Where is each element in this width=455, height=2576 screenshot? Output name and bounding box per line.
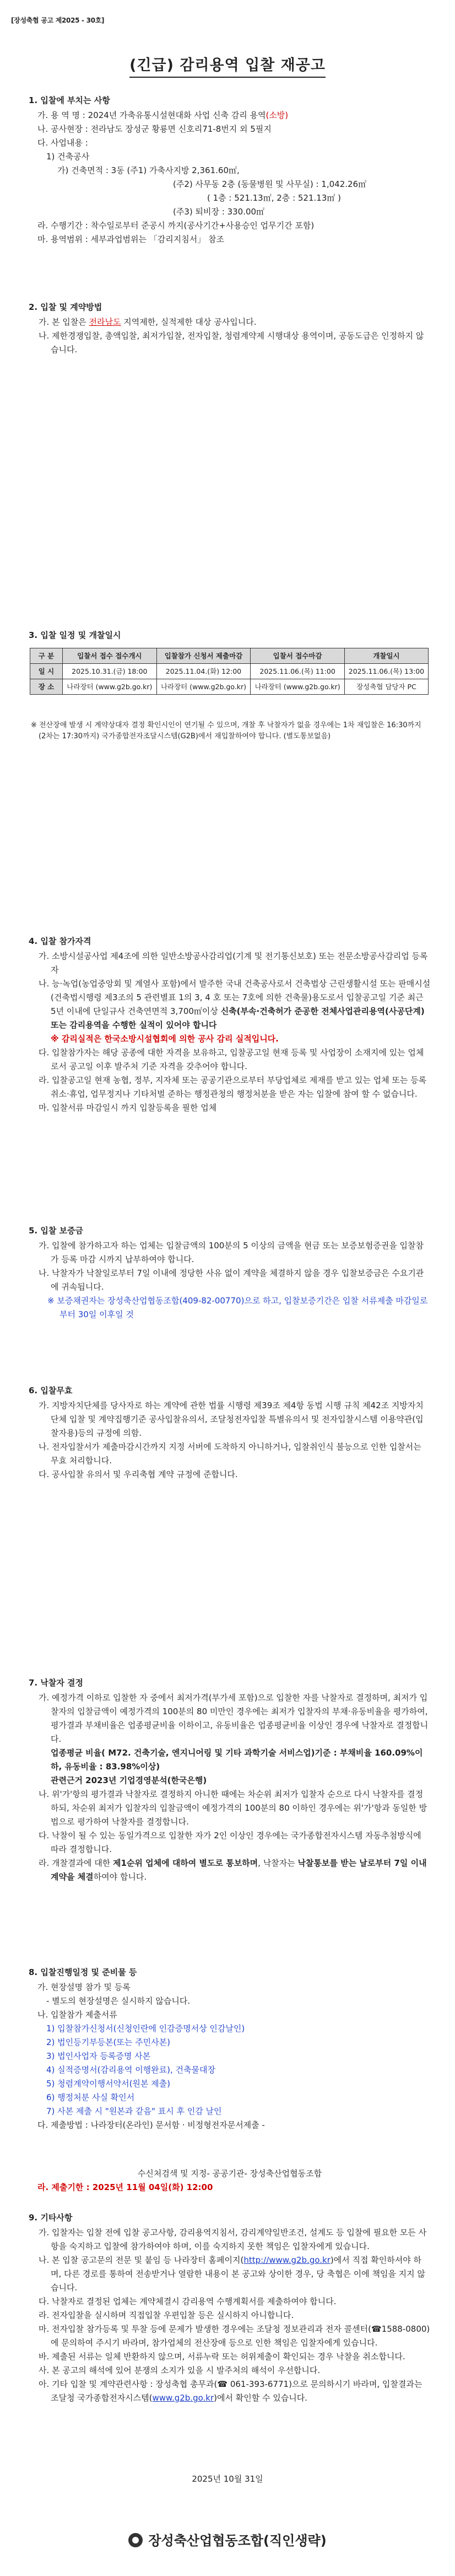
announcement-date: 2025년 10월 31일: [192, 2474, 263, 2484]
table-row: 장 소 나라장터 (www.g2b.go.kr) 나라장터 (www.g2b.go.kr) 나라장터 (www.g2b.go.kr) 장성축협 담당자 PC: [30, 679, 429, 695]
section-5: 5. 입찰 보증금 가. 입찰에 참가하고자 하는 업체는 입찰금액의 100분의 5 이상의 금액을 현금 또는 보증보험증권을 입찰참가 등록 마감 시까지 납부하여야 합니다. 나. 낙찰자가 낙찰일로부터 7일 이내에 정당한 사유 없이 계약을 체결하지 않을 경우 입찰보증금은 수요기관에 귀속됩니다. ※ 보증채권자는 장성축산업협동조합(409-82-00770)으로 하고, 입찰보증기간은 입찰 서류제출 마감일로부터 30일 이후일 것: [29, 1226, 428, 1319]
issuer-footer: 장성축산업협동조합(직인생략): [0, 2530, 455, 2549]
page-title: (긴급) 감리용역 입찰 재공고: [0, 53, 455, 78]
publication-number: [장성축협 공고 제2025 - 30호]: [11, 17, 105, 24]
section-9: 9. 기타사항 가. 입찰자는 입찰 전에 입찰 공고사항, 감리용역지침서, 감리계약일반조건, 설계도 등 입찰에 필요한 모든 사항을 숙지하고 입찰에 참가하여야 하며, 이를 숙지하지 못한 책임은 입찰자에게 있습니다. 나. 본 입찰 공고문의 전문 및 붙임 등 나라장터 홈페이지(http://www.g2b.go.kr)에서 직접 확인하셔야 하며, 다른 경로를 통하여 전송받거나 열람한 내용이 본 공고와 상이한 경우, 당 축협은 이에 책임을 지지 않습니다. 다. 낙찰자로 결정된 업체는 계약체결시 감리용역 수행계획서를 제출하여야 합니다. 라. 전자입찰을 실시하며 직접입찰 우편입찰 등은 실시하지 아니합니다. 마. 전자입찰 참가등록 및 투찰 등에 문제가 발생한 경우에는 조달청 정보관리과 전자 콜센터(☎1588-0800)에 문의하여 주시기 바라며, 참가업체의 전산장애 등으로 인한 책임은 입찰자에게 있습니다. 바. 제출된 서류는 일체 반환하지 않으며, 서류누락 또는 허위제출이 확인되는 경우 낙찰을 취소합니다. 사. 본 공고의 해석에 있어 분쟁의 소지가 있을 시 발주처의 해석이 우선합니다. 아. 기타 입찰 및 계약관련사항 : 장성축협 총무과(☎ 061-393-6771)으로 문의하시기 바라며, 입찰결과는 조달청 국가종합전자시스템(www.g2b.go.kr)에서 확인할 수 있습니다.: [29, 2213, 430, 2403]
section-6: 6. 입찰무효 가. 지방자치단체를 당사자로 하는 계약에 관한 법률 시행령 제39조 제4항 동법 시행 규칙 제42조 지방자치단체 입찰 및 계약집행기준 공사입찰유의서, 조달청전자입찰 특별유의서 및 전자입찰시스템 이용약관(입찰자용)등의 규정에 의함. 나. 전자입찰서가 제출마감시간까지 지정 서버에 도착하지 아니하거나, 입찰취인식 불능으로 인한 입찰서는 무효 처리합니다. 다. 공사입찰 유의서 및 우리축협 계약 규정에 준합니다.: [29, 1386, 424, 1479]
g2b-link-2[interactable]: www.g2b.go.kr: [152, 2393, 214, 2403]
section-8: 8. 입찰진행일정 및 준비물 등 가. 현장설명 참가 및 등록 - 별도의 현장설명은 실시하지 않습니다. 나. 입찰참가 제출서류 1) 입찰참가신청서(신청인란에 인감증명서상 인감날인) 2) 법인등기부등본(또는 주민사본) 3) 법인사업자 등록증명 사본 4) 실적증명서(감리용역 이행완료), 건축물대장 5) 청렴계약이행서약서(원본 제출) 6) 행정처분 사실 확인서 7) 사본 제출 시 "원본과 같음" 표시 후 인감 날인 다. 제출방법 : 나라장터(온라인) 문서함 · 비정형전자문서제출 -: [29, 1967, 265, 2130]
submission-info: 수신처검색 및 지정- 공공기관- 장성축산업협동조합 라. 제출기한 : 2025년 11월 04일(화) 12:00: [37, 2169, 322, 2192]
schedule-table: 구 분 입찰서 접수 접수개시 입찰참가 신청서 제출마감 입찰서 접수마감 개찰일시 일 시 2025.10.31.(금) 18:00 2025.11.04.(화) 12:00 2025.11.06.(목) 11:00 2025.11.06.(목) 13:00 장 소 나라장터 (www.g2b.go.kr) 나라장터 (www.g2b.go.kr) 나라장터 (www.g2b.go.kr) 장성축협 담당자 PC: [30, 648, 429, 695]
g2b-link[interactable]: http://www.g2b.go.kr: [243, 2255, 331, 2265]
cooperative-logo-icon: [128, 2533, 143, 2547]
section-3: 3. 입찰 일정 및 개찰일시: [29, 630, 121, 640]
section-4: 4. 입찰 참가자격 가. 소방시설공사업 제4조에 의한 일반소방공사감리업(기계 및 전기통신보호) 또는 전문소방공사감리업 등록자 나. 능·녹업(농업중앙회 및 계열사 포함)에서 발주한 국내 건축공사로서 건축법상 근린생활시설 또는 판매시설(건축법시행령 제3조의 5 관련별표 1의 3, 4 호 또는 7호에 의한 건축물)용도로서 입찰공고일 기준 최근 5년 이내에 단일규사 건축연면적 3,700㎡이상 신축(부속·건축허가 준공한 전체사업관리용역(사공단계) 또는 감리용역을 수행한 실적이 있어야 합니다 ※ 감리실적은 한국소방시설협회에 의한 공사 감리 실적입니다. 다. 입찰참가자는 해당 공종에 대한 자격을 보유하고, 입찰공고일 현재 등록 및 사업장이 소재지에 있는 업체로서 공고일 이후 발주처 기준 자격을 갖추어야 합니다. 라. 입찰공고일 현재 농협, 정부, 지자체 또는 공공기관으로부터 부당업체로 제재를 받고 있는 업체 또는 등록 취소·휴업, 업무정지나 기타처벌 준하는 행정관청의 행정처분을 받은 자는 입찰에 참여 할 수 없습니다. 마. 입찰서류 마감일시 까지 입찰등록을 필한 업체: [29, 936, 431, 1113]
schedule-note: ※ 전산장애 발생 시 계약상대자 결정 확인시인이 연기될 수 있으며, 개찰 후 낙찰자가 없을 경우에는 1차 재입찰은 16:30까지 (2차는 17:30까지) 국가종합전자조달시스템(G2B)에서 재입찰하여야 합니다. (별도통보없음): [31, 721, 421, 740]
table-row: 일 시 2025.10.31.(금) 18:00 2025.11.04.(화) 12:00 2025.11.06.(목) 11:00 2025.11.06.(목) 13:00: [30, 664, 429, 679]
section-2: 2. 입찰 및 계약방법 가. 본 입찰은 전라남도 지역제한, 실적제한 대상 공사입니다. 나. 제한경쟁입찰, 총액입찰, 최저가입찰, 전자입찰, 청렴계약제 시행대상 용역이며, 공동도급은 인정하지 않습니다.: [29, 302, 424, 355]
section-1: 1. 입찰에 부치는 사항 가. 용 역 명 : 2024년 가축유통시설현대화 사업 신축 감리 용역(소방) 나. 공사현장 : 전라남도 장성군 황룡면 신호리71-8번지 외 5필지 다. 사업내용 : 1) 건축공사 가) 건축면적 : 3동 (주1) 가축사지방 2,361.60㎡, (주2) 사무동 2층 (동물병원 및 사무실) : 1,042.26㎡ ( 1층 : 521.13㎡, 2층 : 521.13㎡ ) (주3) 퇴비장 : 330.00㎡ 라. 수행기간 : 착수일로부터 준공시 까지(공사기간+사용승인 업무기간 포함) 마. 용역범위 : 세부과업범위는 「감리지침서」 참조: [29, 95, 367, 244]
section-7: 7. 낙찰자 결정 가. 예정가격 이하로 입찰한 자 중에서 최저가격(부가세 포함)으로 입찰한 자를 낙찰자로 결정하며, 최저가 입찰자의 입찰금액이 예정가격의 100분의 80 미만인 경우에는 최저가 입찰자의 부채·유동비율을 평가하여, 평가결과 부채비율은 업종평균비율 이하이고, 유동비율은 업종평균비율 이상인 경우에 낙찰자로 결정합니다. 업종평균 비율( M72. 건축기술, 엔지니어링 및 기타 과학기술 서비스업)기준 : 부채비율 160.09%이하, 유동비율 : 83.98%이상) 관련근거 2023년 기업경영분석(한국은행) 나. 위'가'항의 평가결과 낙찰자로 결정하지 아니한 때에는 차순위 최저가 입찰자 순으로 다시 낙찰자를 결정하되, 차순위 최저가 입찰자의 입찰금액이 예정가격의 100분의 80 이하인 경우에는 위'가'항과 동일한 방법으로 평가하여 낙찰자를 결정합니다. 다. 낙찰이 될 수 있는 동일가격으로 입찰한 자가 2인 이상인 경우에는 국가종합전자시스템 자동추첨방식에 따라 결정합니다. 라. 개찰결과에 대한 제1순위 업체에 대하여 별도로 통보하며, 낙찰자는 낙찰통보를 받는 날로부터 7일 이내 계약을 체결하여야 합니다.: [29, 1678, 429, 1882]
